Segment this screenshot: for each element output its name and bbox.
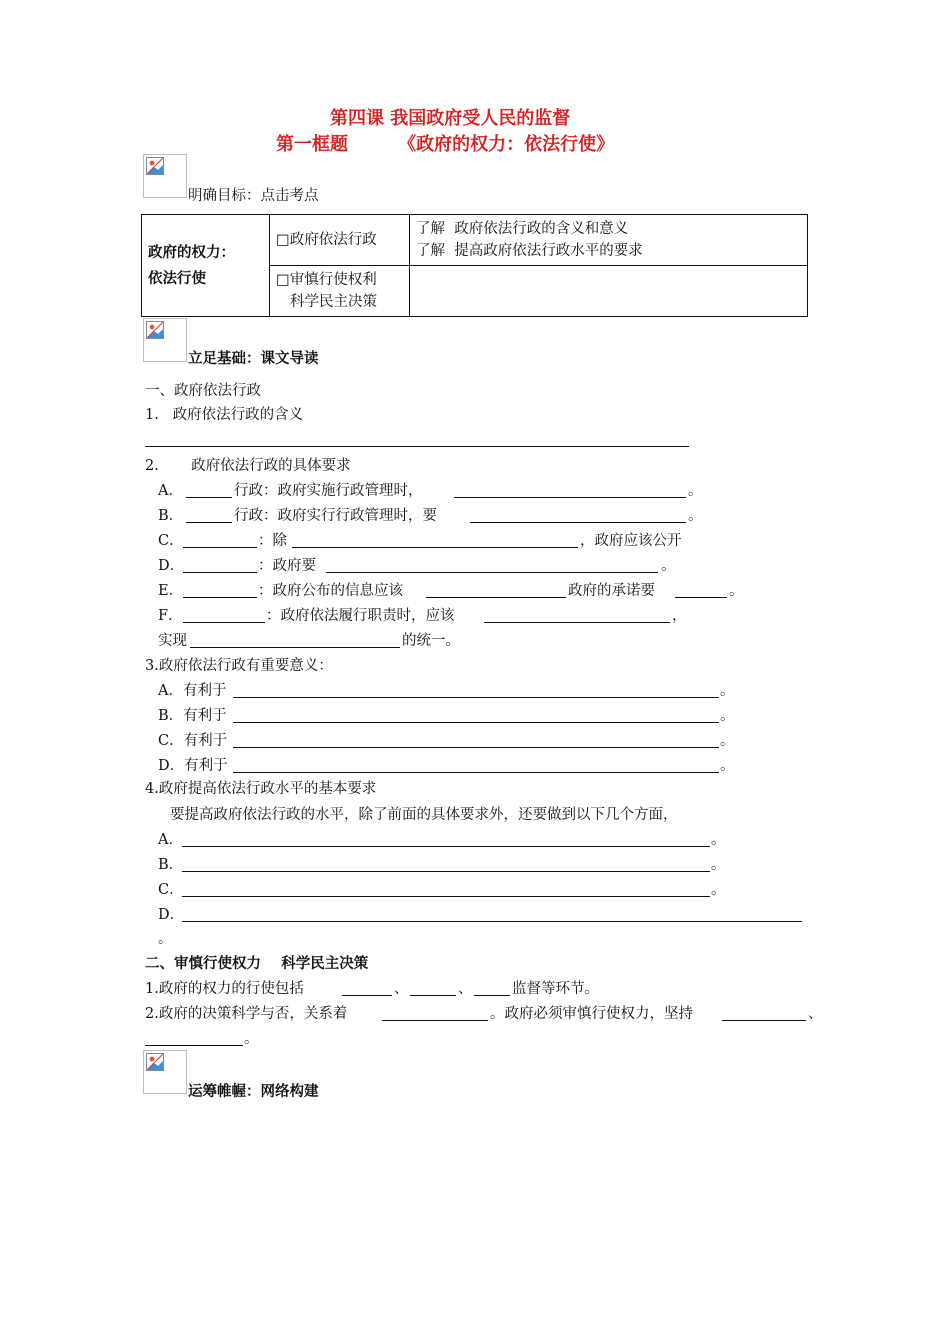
item-c-label: C．	[158, 533, 184, 549]
item-f-label: F．	[158, 608, 183, 624]
question-4-intro: 要提高政府依法行政的水平，除了前面的具体要求外，还要做到以下几个方面，	[170, 807, 678, 823]
answer-blank[interactable]	[145, 446, 689, 447]
period: 。	[720, 733, 735, 749]
period: 。	[711, 832, 726, 848]
table-topic: 政府的权力：依法行使	[148, 244, 235, 287]
separator: 、	[458, 981, 473, 997]
broken-image-icon	[143, 1050, 187, 1094]
question-2: 2. 政府依法行政的具体要求	[145, 458, 351, 474]
item-e-end: 。	[729, 583, 744, 599]
point-label: □审慎行使权利	[276, 272, 377, 288]
answer-blank[interactable]	[233, 772, 719, 773]
question-3: 3.政府依法行政有重要意义：	[145, 658, 333, 674]
answer-blank[interactable]	[233, 722, 719, 723]
s2-q1-end: 监督等环节。	[512, 981, 599, 997]
req-line: 了解 政府依法行政的含义和意义	[416, 221, 629, 237]
section-1-heading: 一、政府依法行政	[145, 383, 261, 399]
item-c-end: ，政府应该公开	[580, 533, 682, 549]
table-req-1	[410, 215, 808, 266]
answer-blank[interactable]	[182, 921, 802, 922]
item-f-end: 的统一。	[402, 633, 460, 649]
item-c-text: ：除	[258, 533, 287, 549]
goals-label: 明确目标：点击考点	[188, 188, 319, 204]
table-point-2	[270, 266, 410, 317]
answer-blank[interactable]	[326, 572, 658, 573]
broken-image-icon	[143, 318, 187, 362]
period: 。	[720, 683, 735, 699]
answer-blank[interactable]	[182, 871, 710, 872]
item-a-end: 。	[688, 483, 703, 499]
item-b-end: 。	[688, 508, 703, 524]
s2-q1-text: 1.政府的权力的行使包括	[145, 981, 304, 997]
table-topic-cell	[142, 215, 270, 317]
lesson-title: 第四课 我国政府受人民的监督	[330, 108, 571, 129]
question-4: 4.政府提高依法行政水平的基本要求	[145, 781, 377, 797]
q4-item-a: A．	[158, 832, 183, 848]
answer-blank[interactable]	[484, 622, 670, 623]
answer-blank[interactable]	[410, 995, 456, 996]
objectives-table	[141, 214, 808, 317]
item-f-text: ：政府依法履行职责时，应该	[266, 608, 455, 624]
period: 。	[244, 1031, 259, 1047]
separator: 、	[394, 981, 409, 997]
period: 。	[720, 708, 735, 724]
separator: 、	[808, 1006, 823, 1022]
period: 。	[711, 882, 726, 898]
section-title: 第一框题 《政府的权力：依法行使》	[276, 134, 615, 155]
req-line: 了解 提高政府依法行政水平的要求	[416, 243, 643, 259]
table-req-2	[410, 266, 808, 317]
answer-blank[interactable]	[190, 647, 400, 648]
q3-item-a: A．有利于	[158, 683, 227, 699]
s2-q2-text-2: 。政府必须审慎行使权力，坚持	[490, 1006, 693, 1022]
answer-blank[interactable]	[183, 597, 257, 598]
answer-blank[interactable]	[342, 995, 392, 996]
point-label: 科学民主决策	[290, 294, 377, 310]
answer-blank[interactable]	[182, 846, 710, 847]
answer-blank[interactable]	[183, 547, 257, 548]
item-d-label: D．	[158, 558, 185, 574]
q3-item-c: C．有利于	[158, 733, 228, 749]
item-d-text: ：政府要	[258, 558, 316, 574]
period: 。	[158, 931, 173, 947]
period: 。	[720, 758, 735, 774]
answer-blank[interactable]	[675, 597, 727, 598]
table-point-1	[270, 215, 410, 266]
section-2-heading: 二、审慎行使权力 科学民主决策	[145, 956, 369, 972]
item-f-text-2: 实现	[158, 633, 187, 649]
item-d-end: 。	[661, 558, 676, 574]
item-e-text: ：政府公布的信息应该	[258, 583, 403, 599]
answer-blank[interactable]	[186, 522, 232, 523]
q3-item-d: D．有利于	[158, 758, 228, 774]
q3-item-b: B．有利于	[158, 708, 227, 724]
period: 。	[711, 857, 726, 873]
answer-blank[interactable]	[145, 1045, 243, 1046]
answer-blank[interactable]	[233, 697, 719, 698]
answer-blank[interactable]	[474, 995, 510, 996]
point-label: □政府依法行政	[276, 232, 377, 248]
broken-image-icon	[143, 154, 187, 198]
item-a-label: A．	[158, 483, 183, 499]
question-1: 1. 政府依法行政的含义	[145, 407, 304, 423]
answer-blank[interactable]	[382, 1020, 488, 1021]
answer-blank[interactable]	[183, 622, 265, 623]
q4-item-b: B．	[158, 857, 184, 873]
answer-blank[interactable]	[182, 896, 710, 897]
answer-blank[interactable]	[470, 522, 686, 523]
item-b-text: 行政：政府实行行政管理时，要	[234, 508, 437, 524]
answer-blank[interactable]	[233, 747, 719, 748]
network-label: 运筹帷幄：网络构建	[188, 1084, 319, 1100]
basics-label: 立足基础：课文导读	[188, 351, 319, 367]
answer-blank[interactable]	[183, 572, 257, 573]
q4-item-c: C．	[158, 882, 184, 898]
item-a-text: 行政：政府实施行政管理时，	[234, 483, 423, 499]
q4-item-d: D．	[158, 907, 185, 923]
answer-blank[interactable]	[186, 497, 232, 498]
item-e-label: E．	[158, 583, 184, 599]
s2-q2-text: 2.政府的决策科学与否，关系着	[145, 1006, 348, 1022]
answer-blank[interactable]	[292, 547, 578, 548]
answer-blank[interactable]	[722, 1020, 806, 1021]
answer-blank[interactable]	[426, 597, 566, 598]
item-b-label: B．	[158, 508, 184, 524]
item-e-text-2: 政府的承诺要	[568, 583, 655, 599]
answer-blank[interactable]	[454, 497, 686, 498]
item-f-comma: ，	[672, 608, 687, 624]
